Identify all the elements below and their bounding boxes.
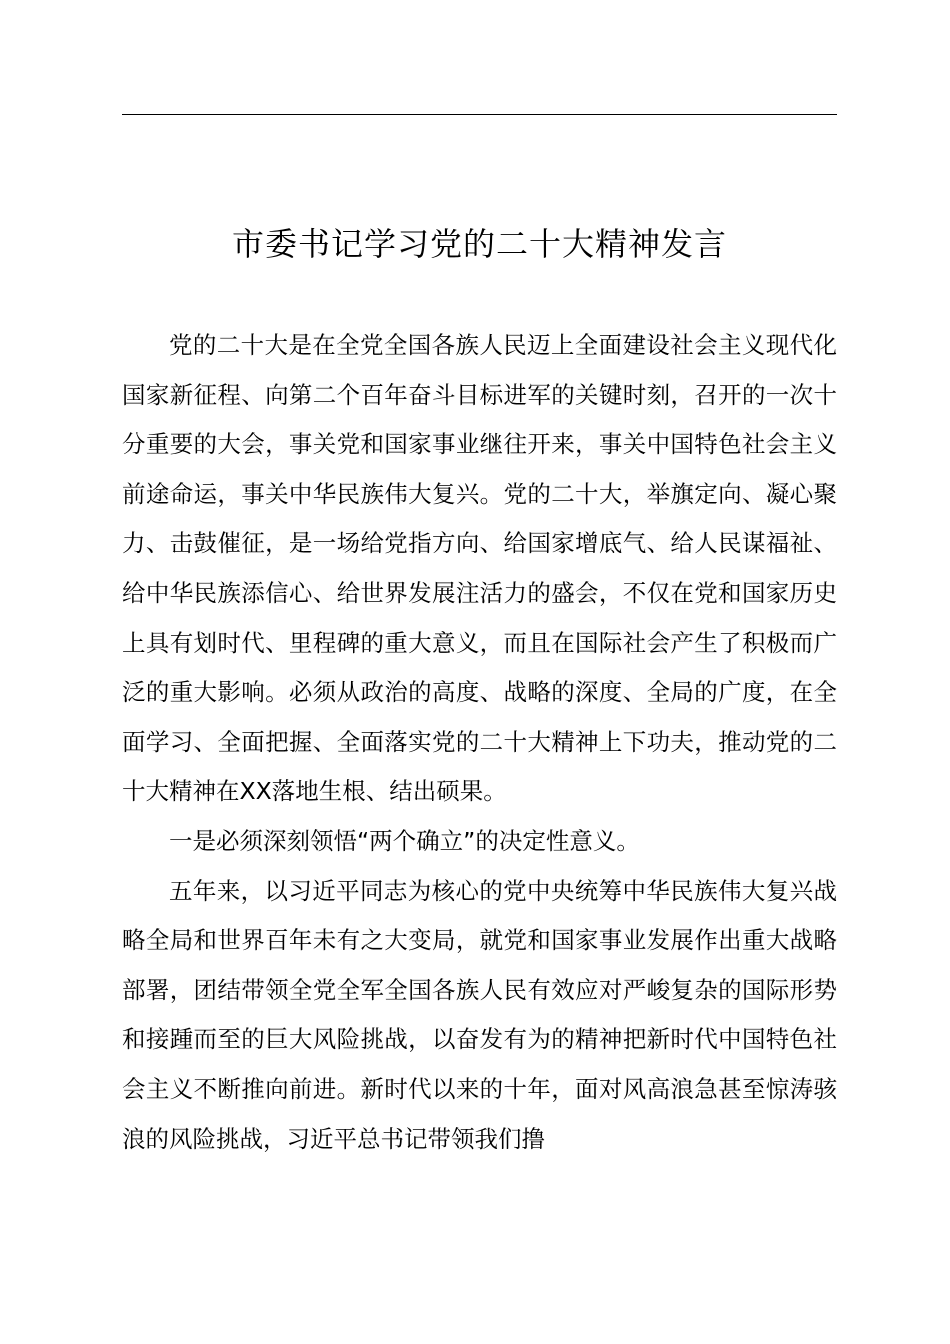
document-title: 市委书记学习党的二十大精神发言 <box>231 225 727 263</box>
paragraph-five-years: 五年来，以习近平同志为核心的党中央统筹中华民族伟大复兴战略全局和世界百年未有之大变局，就党和国家事业发展作出重大战略部署，团结带领全党全军全国各族人民有效应对严峻复杂的国际形势和接踵而至的巨大风险挑战，以奋发有为的精神把新时代中国特色社会主义不断推向前进。新时代以来的十年，面对风高浪急甚至惊涛骇浪的风险挑战，习近平总书记带领我们撸 <box>122 876 837 1153</box>
paragraph-intro: 党的二十大是在全党全国各族人民迈上全面建设社会主义现代化国家新征程、向第二个百年奋斗目标进军的关键时刻，召开的一次十分重要的大会，事关党和国家事业继往开来，事关中国特色社会主义前途命运，事关中华民族伟大复兴。党的二十大，举旗定向、凝心聚力、击鼓催征，是一场给党指方向、给国家增底气、给人民谋福祉、给中华民族添信心、给世界发展注活力的盛会，不仅在党和国家历史上具有划时代、里程碑的重大意义，而且在国际社会产生了积极而广泛的重大影响。必须从政治的高度、战略的深度、全局的广度，在全面学习、全面把握、全面落实党的二十大精神上下功夫，推动党的二十大精神在XX落地生根、结出硕果。 <box>122 331 837 806</box>
paragraph-section-heading: 一是必须深刻领悟“两个确立”的决定性意义。 <box>169 826 640 855</box>
document-body <box>122 321 837 1164</box>
header-rule <box>122 114 837 115</box>
